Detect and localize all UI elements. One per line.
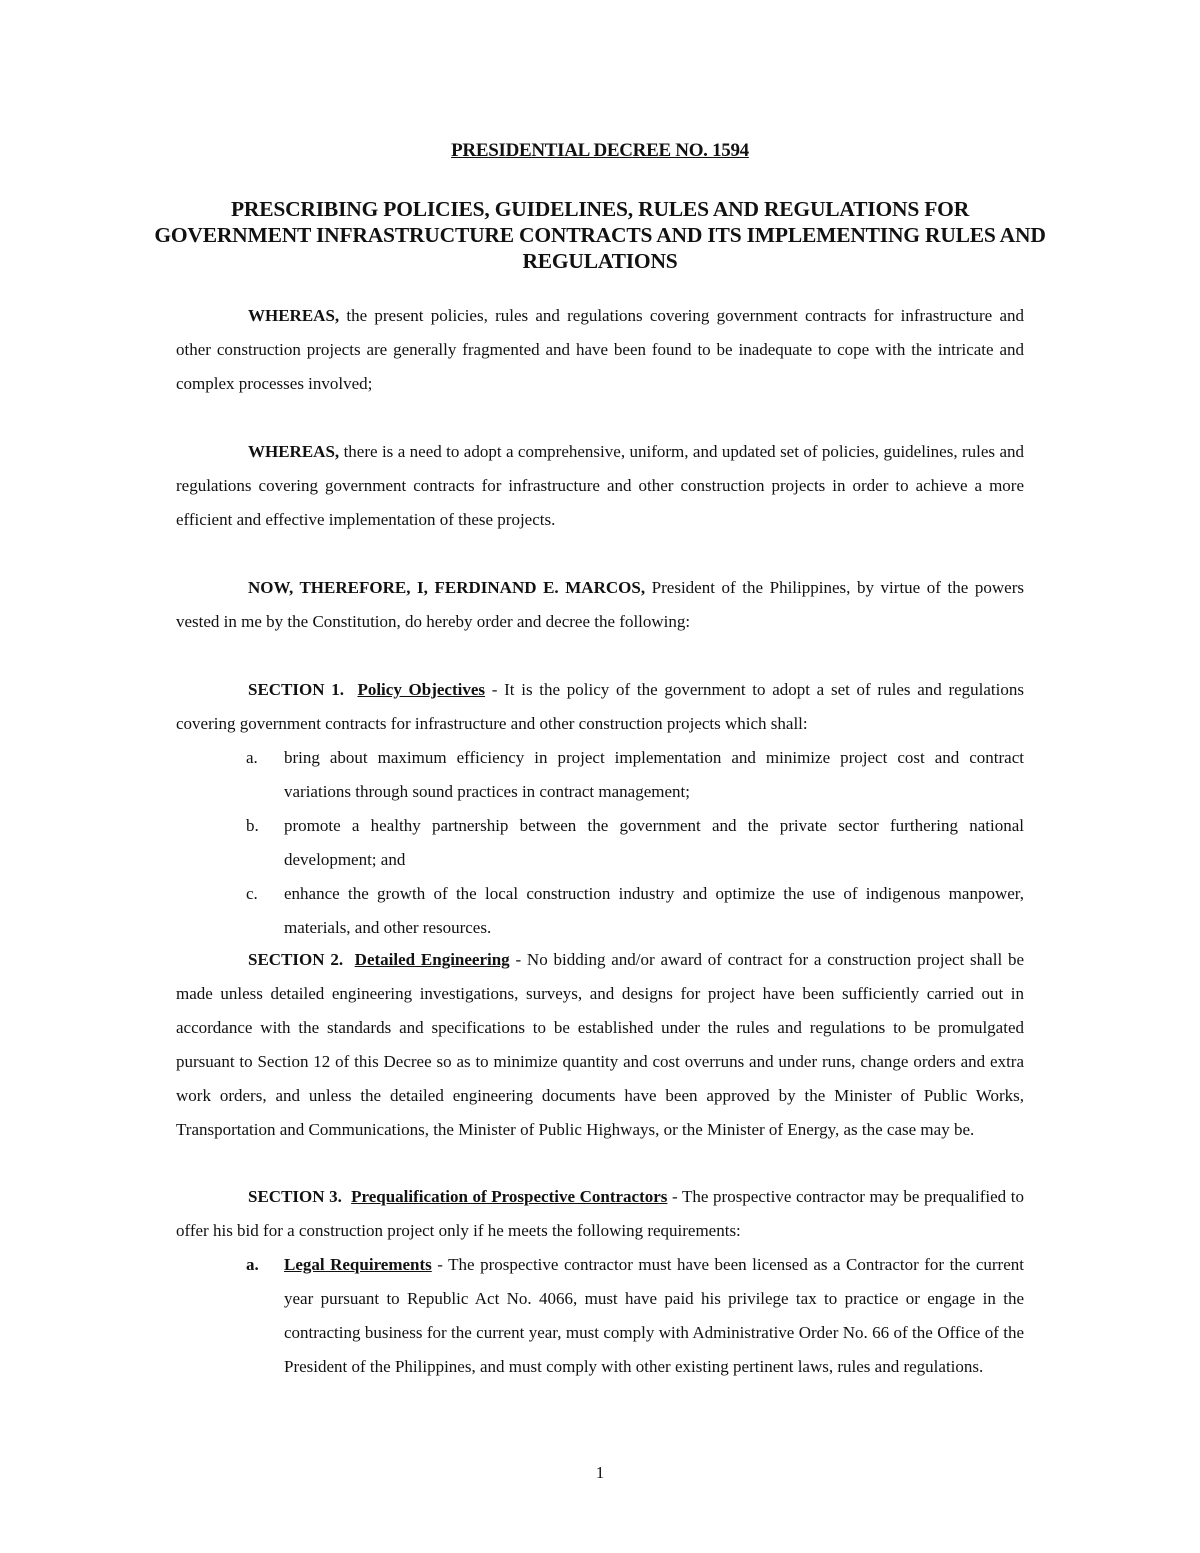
section-1-heading: Policy Objectives xyxy=(357,680,486,699)
section-3-text: - The prospective contractor may be prequalified to offer his bid for a construction project only if he meets the following requirements: xyxy=(176,1187,1025,1240)
whereas-label: WHEREAS, xyxy=(248,306,340,325)
section-2-heading: Detailed Engineering xyxy=(354,950,510,969)
therefore-paragraph xyxy=(176,571,1024,639)
therefore-label: NOW, THEREFORE, I, FERDINAND E. MARCOS, xyxy=(248,578,646,597)
section-3-heading: Prequalification of Prospective Contractors xyxy=(351,1187,668,1206)
list-item-text: enhance the growth of the local construction industry and optimize the use of indigenous manpower, materials, and other resources. xyxy=(284,884,1024,937)
page-number: 1 xyxy=(595,1463,605,1482)
whereas-label: WHEREAS, xyxy=(248,442,340,461)
whereas-paragraph-2 xyxy=(176,435,1024,537)
therefore-text: President of the Philippines, by virtue of the powers vested in me by the Constitution, do hereby order and decree the following: xyxy=(176,578,1024,631)
section-2-label: SECTION 2. xyxy=(248,950,344,969)
list-item-text: - The prospective contractor must have been licensed as a Contractor for the current year pursuant to Republic Act No. 4066, must have paid his privilege tax to practice or engage in the contracting business for the current year, must comply with Administrative Order No. 66 of the Office of the President of the Philippines, and must comply with other existing pertinent laws, rules and regulations. xyxy=(284,1255,1024,1376)
list-letter: a. xyxy=(246,748,258,767)
list-item-heading: Legal Requirements xyxy=(284,1255,432,1274)
whereas-paragraph-1 xyxy=(176,299,1024,401)
section-3-label: SECTION 3. xyxy=(248,1187,342,1206)
section-1-text: - It is the policy of the government to adopt a set of rules and regulations covering government contracts for infrastructure and other construction projects which shall: xyxy=(176,680,1024,733)
section-3-list xyxy=(246,1248,1024,1384)
list-item xyxy=(246,741,1024,809)
list-letter: c. xyxy=(246,884,258,903)
section-1-paragraph xyxy=(176,673,1024,741)
list-item xyxy=(246,877,1024,945)
decree-number: PRESIDENTIAL DECREE NO. 1594 xyxy=(451,140,749,161)
whereas-text: there is a need to adopt a comprehensive, uniform, and updated set of policies, guidelines, rules and regulations covering government contracts for infrastructure and other construction projects in order to achieve a more efficient and effective implementation of these projects. xyxy=(176,442,1024,529)
section-2-paragraph xyxy=(176,943,1024,1147)
section-1-list xyxy=(246,741,1024,945)
list-letter: a. xyxy=(246,1255,259,1274)
document-title: PRESCRIBING POLICIES, GUIDELINES, RULES AND REGULATIONS FOR GOVERNMENT INFRASTRUCTURE CONTRACTS AND ITS IMPLEMENTING RULES AND REGULATIONS xyxy=(154,197,1046,273)
list-item-text: promote a healthy partnership between the government and the private sector furthering national development; and xyxy=(284,816,1024,869)
list-item xyxy=(246,809,1024,877)
whereas-text: the present policies, rules and regulations covering government contracts for infrastructure and other construction projects are generally fragmented and have been found to be inadequate to cope with the intricate and complex processes involved; xyxy=(176,306,1024,393)
section-2-text: - No bidding and/or award of contract for a construction project shall be made unless detailed engineering investigations, surveys, and designs for project have been sufficiently carried out in accordance with the standards and specifications to be established under the rules and regulations to be promulgated pursuant to Section 12 of this Decree so as to minimize quantity and cost overruns and under runs, change orders and extra work orders, and unless the detailed engineering documents have been approved by the Minister of Public Works, Transportation and Communications, the Minister of Public Highways, or the Minister of Energy, as the case may be. xyxy=(176,950,1025,1139)
section-1-label: SECTION 1. xyxy=(248,680,344,699)
list-letter: b. xyxy=(246,816,259,835)
list-item-text: bring about maximum efficiency in project implementation and minimize project cost and contract variations through sound practices in contract management; xyxy=(284,748,1024,801)
section-3-paragraph xyxy=(176,1180,1024,1248)
list-item xyxy=(246,1248,1024,1384)
